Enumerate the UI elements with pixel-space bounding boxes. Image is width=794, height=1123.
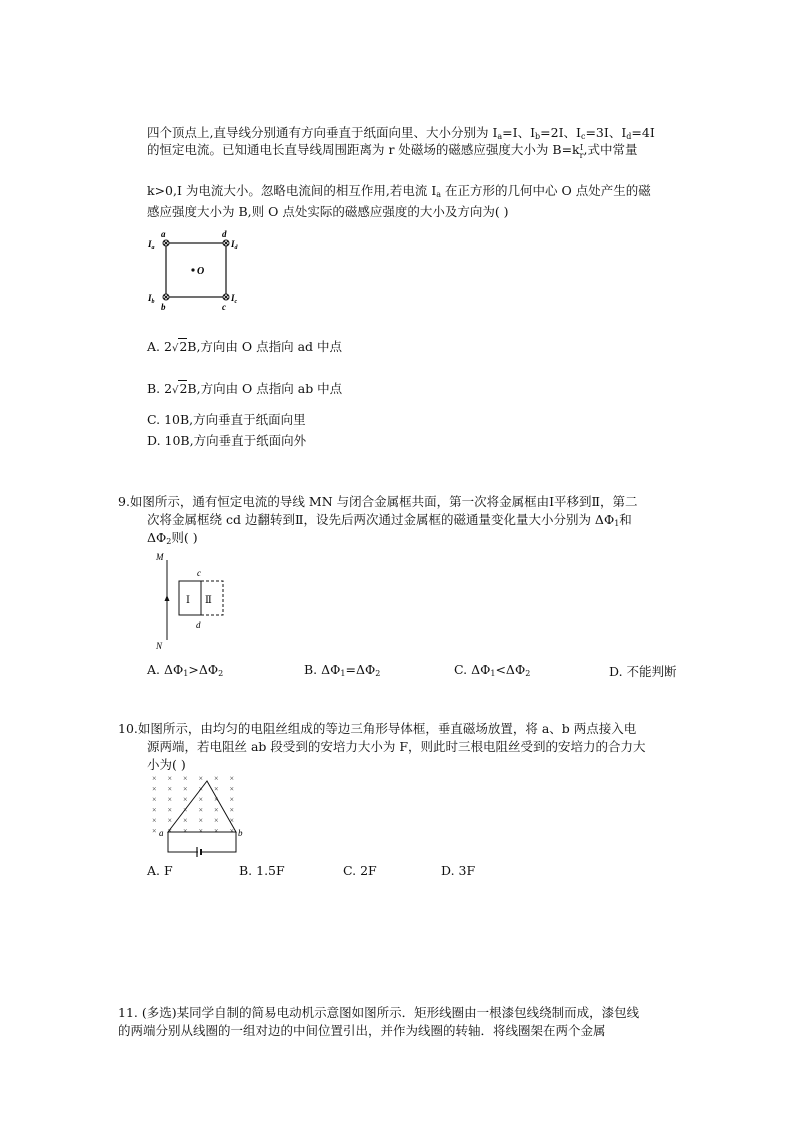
label-b: b [161, 302, 166, 312]
field-cross-icon: × [183, 805, 188, 815]
label-Ib: $I_b$ [148, 293, 155, 305]
current-arrow-icon [165, 595, 170, 601]
q10-option-a: A. F [147, 863, 173, 878]
field-cross-icon: × [229, 774, 235, 783]
field-cross-icon: × [183, 784, 188, 794]
label-O: O [197, 266, 205, 277]
q9-stem-line-1: 9.如图所示，通有恒定电流的导线 MN 与闭合金属框共面，第一次将金属框由Ⅰ平移到Ⅱ，第二 [118, 494, 638, 509]
field-cross-icon: × [183, 774, 188, 783]
q9-option-d: D. 不能判断 [609, 664, 677, 679]
label-a: a [159, 828, 164, 838]
frame-position-I [179, 581, 201, 615]
q8-stem-line-2: 的恒定电流。已知通电长直导线周围距离为 r 处磁场的磁感应强度大小为 B=k I r ,式中常量 [147, 142, 638, 160]
field-cross-icon: × [214, 774, 219, 783]
q10-stem-line-2: 源两端，若电阻丝 ab 段受到的安培力大小为 F，则此时三根电阻丝受到的安培力的合力大 [147, 739, 646, 754]
label-region-II: Ⅱ [205, 595, 212, 606]
field-cross-icon: × [214, 795, 219, 804]
field-cross-icon: × [198, 774, 204, 783]
q9-option-b: B. $\Delta\Phi_1=\Delta\Phi_2$ [304, 662, 381, 678]
label-c: c [222, 302, 226, 312]
wire-b-marker [163, 294, 169, 300]
fraction-I-over-r: I r [579, 143, 584, 160]
field-cross-icon: × [198, 816, 204, 825]
label-d: d [222, 229, 227, 239]
q8-option-c: C. 10B,方向垂直于纸面向里 [147, 412, 306, 427]
label-a: a [161, 229, 166, 239]
magnetic-field-crosses [152, 774, 234, 836]
wire-a-marker [163, 240, 169, 246]
field-cross-icon: × [167, 805, 173, 815]
field-cross-icon: × [229, 795, 235, 804]
q9-option-a: A. $\Delta\Phi_1>\Delta\Phi_2$ [147, 662, 224, 678]
field-cross-icon: × [167, 784, 173, 794]
q8-option-d: D. 10B,方向垂直于纸面向外 [147, 433, 307, 448]
q10-stem-line-3: 小为( ) [147, 757, 186, 772]
wire-d-marker [223, 240, 229, 246]
field-cross-icon: × [214, 784, 219, 794]
field-cross-icon: × [214, 816, 219, 825]
field-cross-icon: × [229, 826, 235, 836]
field-cross-icon: × [198, 826, 204, 836]
label-b: b [238, 828, 243, 838]
square-frame [166, 243, 226, 297]
field-cross-icon: × [167, 774, 173, 783]
q9-option-c: C. $\Delta\Phi_1<\Delta\Phi_2$ [454, 662, 531, 678]
field-cross-icon: × [214, 826, 219, 836]
q10-option-b: B. 1.5F [239, 863, 285, 878]
q9-stem-line-2: 次将金属框绕 cd 边翻转到Ⅱ，设先后两次通过金属框的磁通量变化量大小分别为 $\Delta\Phi_1$和 [147, 512, 632, 528]
q8-option-b: B. 2√2B,方向由 O 点指向 ab 中点 [147, 381, 343, 396]
q8-stem-line-4: 感应强度大小为 B,则 O 点处实际的磁感应强度的大小及方向为( ) [147, 204, 509, 219]
label-N: N [156, 641, 163, 651]
q8-stem-line-3: k>0,I 为电流大小。忽略电流间的相互作用,若电流 $I_a$ 在正方形的几何中心 O 点处产生的磁 [147, 183, 651, 199]
label-d: d [196, 620, 201, 630]
field-cross-icon: × [198, 784, 204, 794]
q10-option-d: D. 3F [441, 863, 476, 878]
field-cross-icon: × [167, 826, 173, 836]
field-cross-icon: × [229, 784, 235, 794]
label-region-I: Ⅰ [186, 595, 190, 606]
q9-wire-frame-figure [150, 546, 250, 652]
label-Id: $I_d$ [231, 239, 238, 251]
field-cross-icon: × [183, 816, 188, 825]
field-cross-icon: × [229, 805, 235, 815]
q9-stem-line-3: $\Delta\Phi_2$则( ) [147, 530, 198, 546]
label-Ia: $I_a$ [148, 239, 155, 251]
field-cross-icon: × [198, 805, 204, 815]
battery-gap [198, 848, 200, 856]
field-cross-icon: × [152, 826, 157, 836]
field-cross-icon: × [152, 816, 157, 825]
field-cross-icon: × [152, 805, 157, 815]
field-cross-icon: × [229, 816, 235, 825]
field-cross-icon: × [198, 795, 204, 804]
center-point-O [191, 268, 194, 271]
q8-stem-line-1: 四个顶点上,直导线分别通有方向垂直于纸面向里、大小分别为 $I_a=I$、$I_b=2I$、$I_c=3I$、$I_d=4I$ [147, 125, 655, 141]
q10-stem-line-1: 10.如图所示，由均匀的电阻丝组成的等边三角形导体框，垂直磁场放置，将 a、b 两点接入电 [118, 721, 637, 736]
field-cross-icon: × [183, 795, 188, 804]
label-c: c [197, 568, 201, 578]
q11-stem-line-2: 的两端分别从线圈的一组对边的中间位置引出，并作为线圈的转轴．将线圈架在两个金属 [118, 1023, 606, 1038]
field-cross-icon: × [214, 805, 219, 815]
field-cross-icon: × [152, 795, 157, 804]
q8-option-a: A. 2√2B,方向由 O 点指向 ad 中点 [147, 339, 343, 354]
field-cross-icon: × [183, 826, 188, 836]
field-cross-icon: × [167, 816, 173, 825]
q8-square-figure [140, 224, 250, 314]
q10-option-c: C. 2F [343, 863, 377, 878]
q10-triangle-figure [148, 772, 248, 860]
label-Ic: $I_c$ [231, 293, 238, 305]
label-M: M [156, 552, 164, 562]
field-cross-icon: × [167, 795, 173, 804]
q11-stem-line-1: 11. (多选)某同学自制的简易电动机示意图如图所示．矩形线圈由一根漆包线绕制而成，漆包线 [118, 1005, 640, 1020]
field-cross-icon: × [152, 784, 157, 794]
field-cross-icon: × [152, 774, 157, 783]
wire-c-marker [223, 294, 229, 300]
